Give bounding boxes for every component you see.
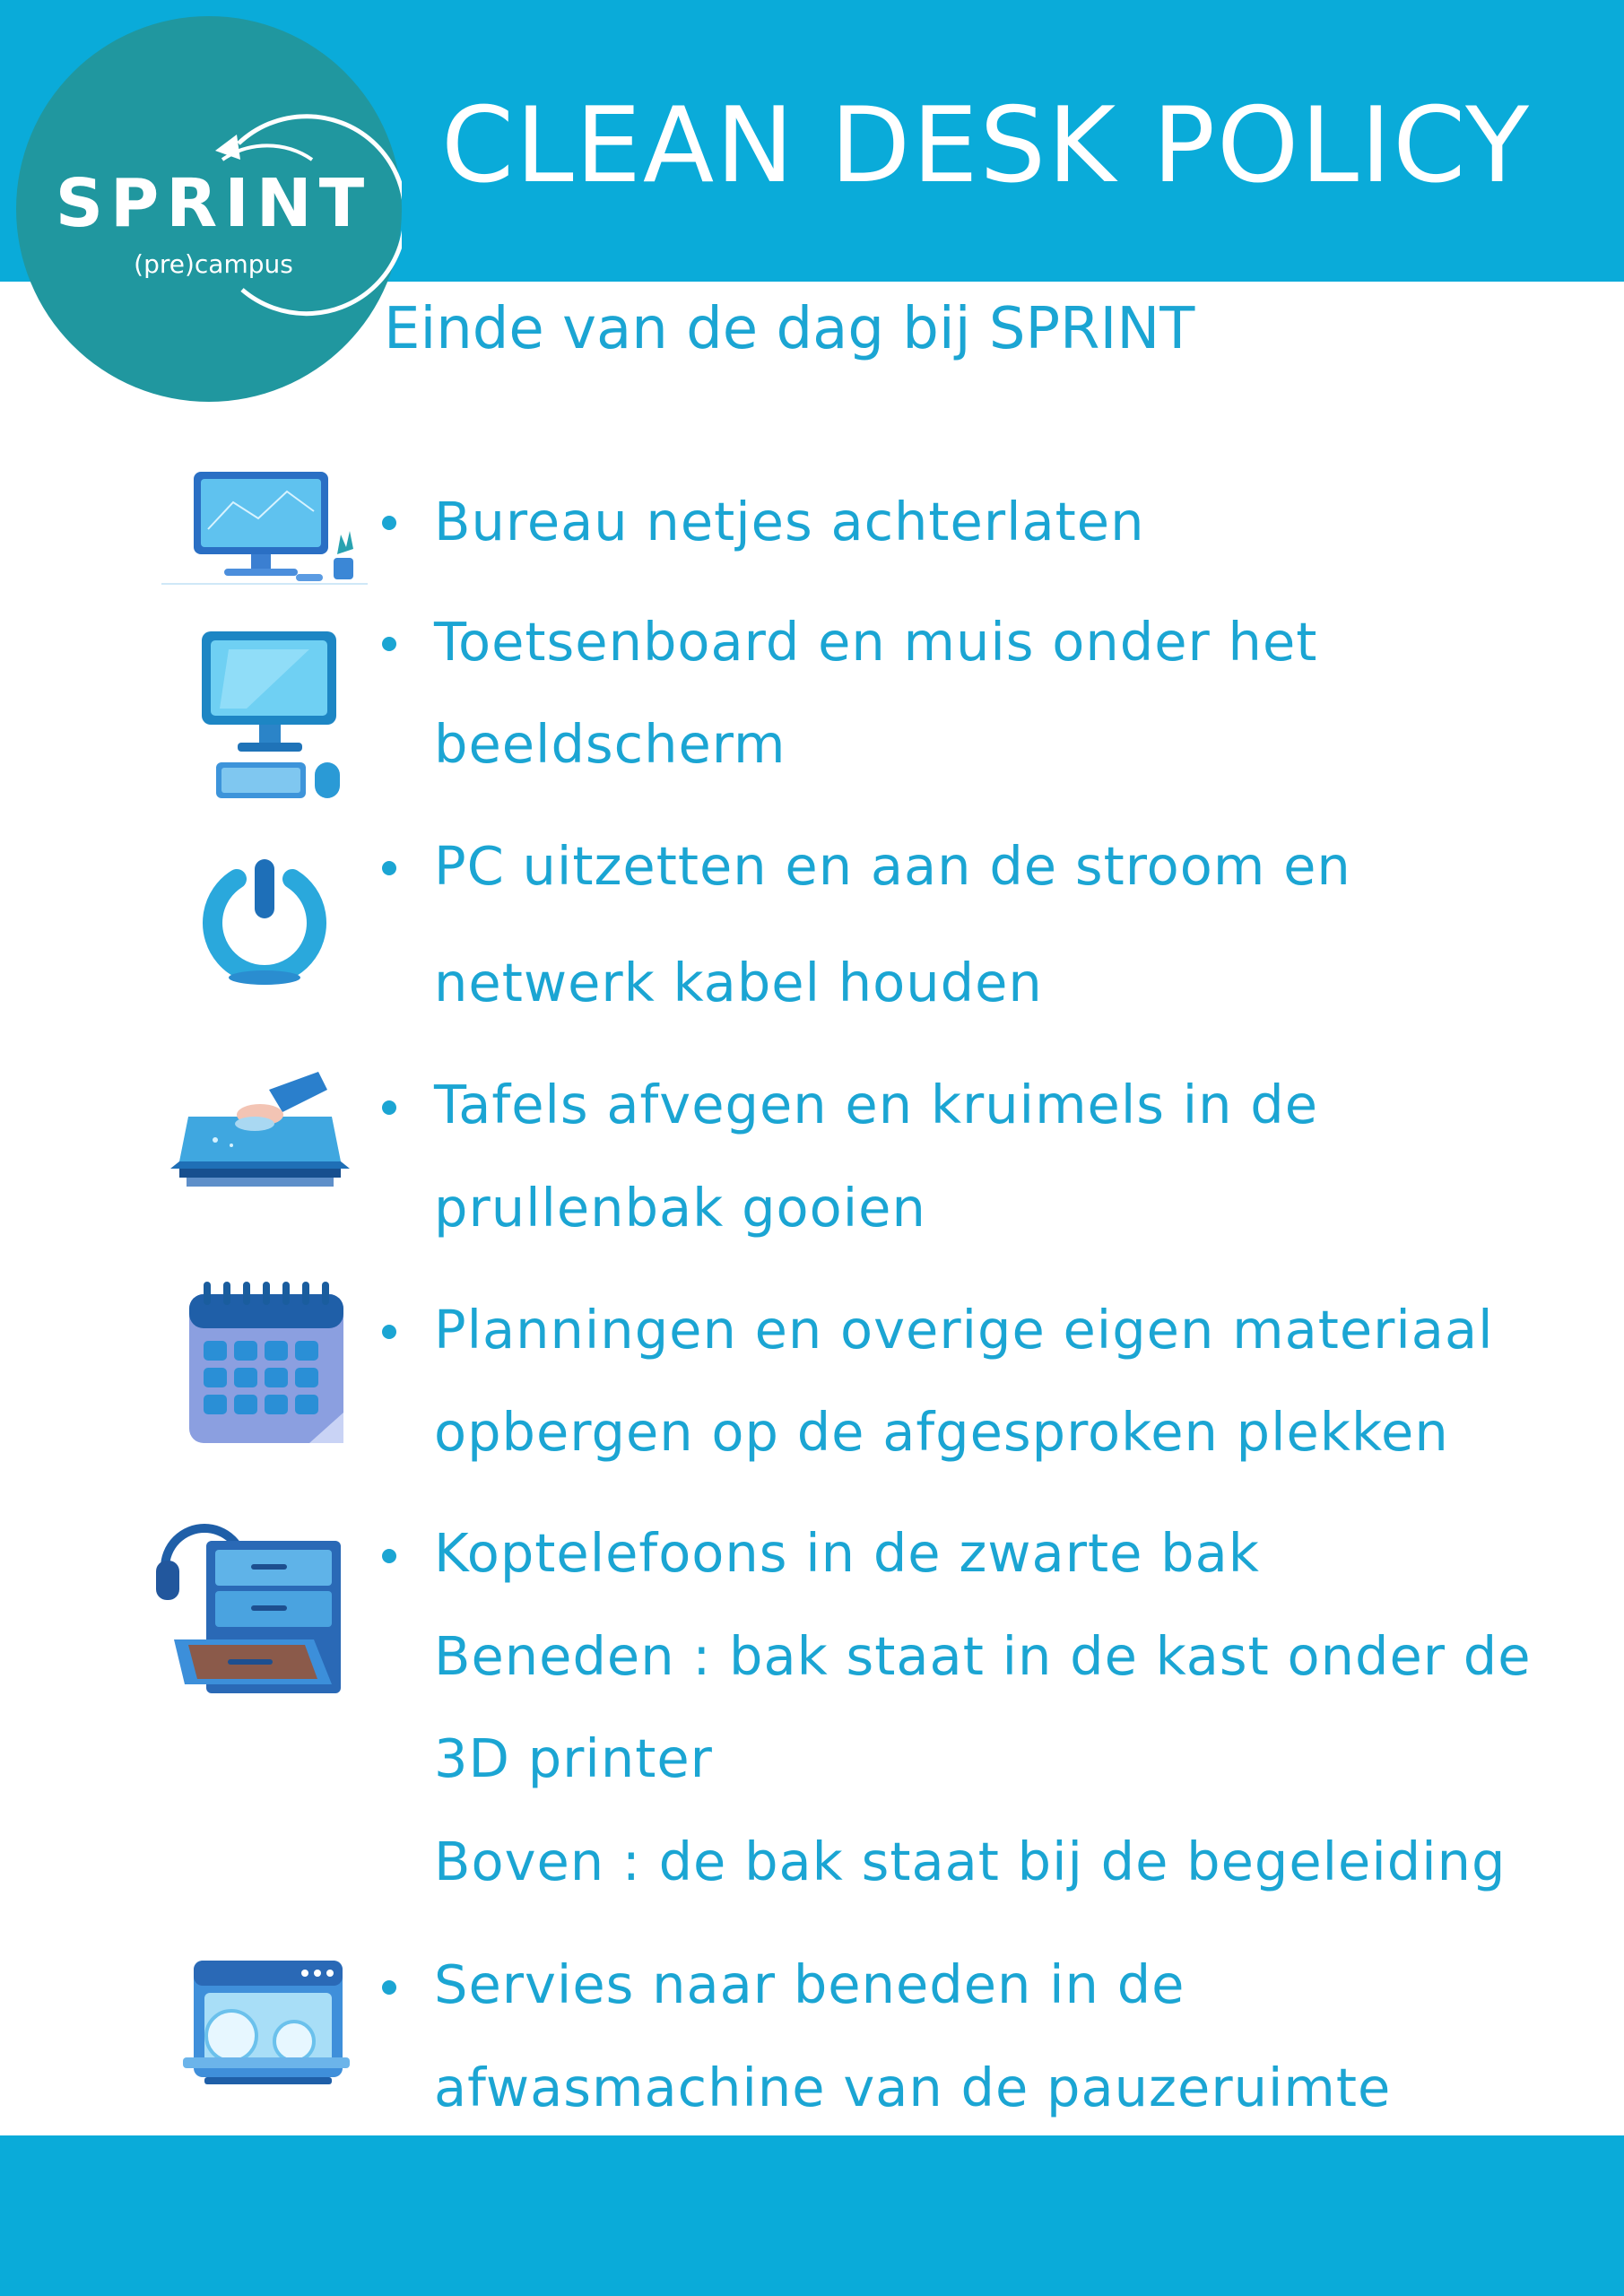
- item-text: Planningen en overige eigen materiaal: [434, 1299, 1494, 1361]
- item-text: prullenbak gooien: [434, 1177, 926, 1239]
- page-subtitle: Einde van de dag bij SPRINT: [384, 296, 1195, 362]
- footer-band: [0, 2135, 1624, 2296]
- monitor-keyboard-mouse-icon: [193, 628, 354, 803]
- item-text: Koptelefoons in de zwarte bak: [434, 1522, 1260, 1584]
- item-text: Tafels afvegen en kruimels in de: [434, 1074, 1319, 1135]
- desktop-computer-icon: [161, 466, 368, 587]
- item-text: Toetsenboard en muis onder het: [434, 611, 1318, 673]
- sprint-logo: [16, 16, 402, 402]
- item-text: beeldscherm: [434, 713, 786, 775]
- item-text: Beneden : bak staat in de kast onder de: [434, 1625, 1532, 1687]
- item-text: Servies naar beneden in de: [434, 1953, 1185, 2015]
- calendar-icon: [184, 1278, 350, 1448]
- wiping-table-icon: [161, 1063, 363, 1202]
- power-button-icon: [197, 852, 332, 987]
- page-title: CLEAN DESK POLICY: [441, 85, 1532, 206]
- bullet: [382, 1549, 396, 1563]
- item-text: Bureau netjes achterlaten: [434, 491, 1145, 552]
- dishwasher-icon: [179, 1957, 354, 2087]
- bullet: [382, 1325, 396, 1339]
- bullet: [382, 516, 396, 530]
- bullet: [382, 1980, 396, 1995]
- bullet: [382, 861, 396, 875]
- item-text: Boven : de bak staat bij de begeleiding: [434, 1831, 1507, 1892]
- bullet: [382, 637, 396, 651]
- item-text: opbergen op de afgesproken plekken: [434, 1401, 1449, 1463]
- item-text: PC uitzetten en aan de stroom en: [434, 835, 1351, 897]
- headphones-drawer-icon: [152, 1505, 354, 1707]
- item-text: netwerk kabel houden: [434, 952, 1043, 1013]
- bullet: [382, 1100, 396, 1115]
- logo-subtext: (pre)campus: [134, 249, 293, 279]
- logo-wordmark: SPRINT: [55, 165, 372, 242]
- item-text: afwasmachine van de pauzeruimte: [434, 2057, 1392, 2118]
- item-text: 3D printer: [434, 1727, 713, 1789]
